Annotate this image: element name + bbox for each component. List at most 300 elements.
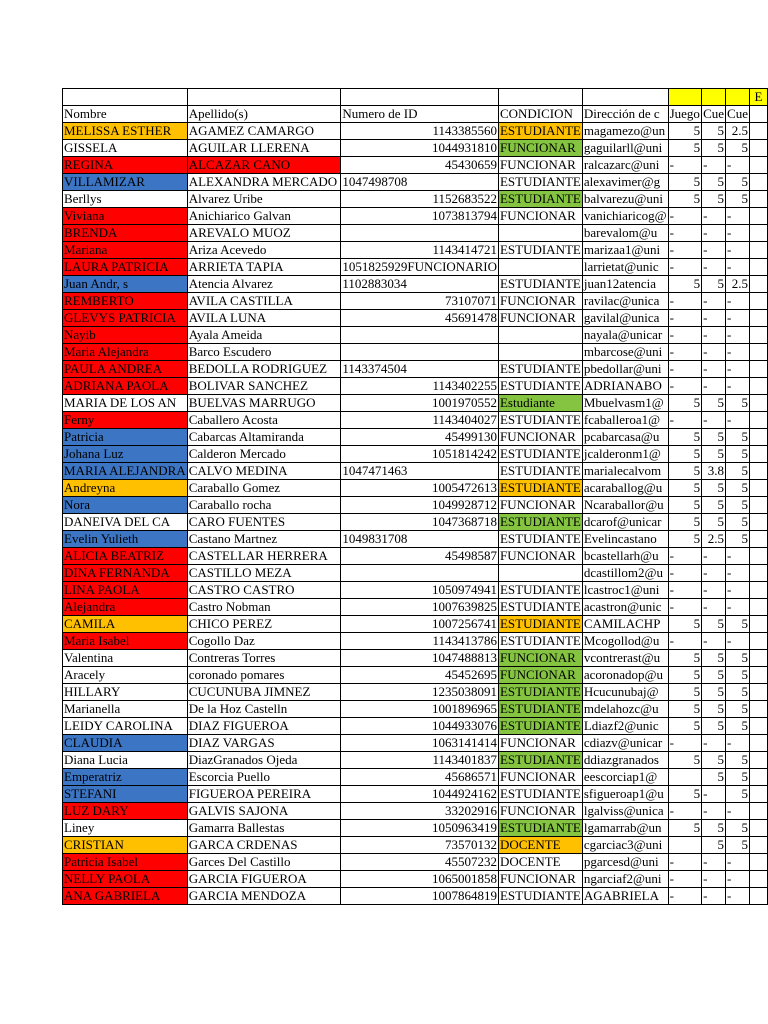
- cue2-cell[interactable]: -: [726, 225, 750, 242]
- cue2-cell[interactable]: 5: [726, 514, 750, 531]
- cue1-cell[interactable]: -: [702, 735, 726, 752]
- juego-cell[interactable]: -: [668, 293, 702, 310]
- condition-cell[interactable]: ESTUDIANTE: [499, 276, 581, 291]
- name-cell[interactable]: STEFANI: [63, 786, 188, 803]
- email-cell[interactable]: nayala@unicar: [582, 327, 668, 344]
- header-apellidos[interactable]: Apellido(s): [187, 106, 341, 123]
- cue1-cell[interactable]: -: [702, 157, 726, 174]
- email-cell[interactable]: pbedollar@uni: [582, 361, 668, 378]
- cue2-cell[interactable]: -: [726, 871, 750, 888]
- highlight-cell[interactable]: [702, 89, 726, 106]
- cue1-cell[interactable]: -: [702, 310, 726, 327]
- cue2-cell[interactable]: -: [726, 582, 750, 599]
- id-cell[interactable]: 1143402255: [341, 378, 499, 395]
- name-cell[interactable]: MELISSA ESTHER: [63, 123, 188, 140]
- id-cell[interactable]: [341, 225, 499, 242]
- cue1-cell[interactable]: -: [702, 599, 726, 616]
- juego-cell[interactable]: 5: [668, 718, 702, 735]
- email-cell[interactable]: jcalderonm1@: [582, 446, 668, 463]
- cue1-cell[interactable]: -: [702, 293, 726, 310]
- name-cell[interactable]: Marianella: [63, 701, 188, 718]
- cue2-cell[interactable]: 5: [726, 446, 750, 463]
- surname-cell[interactable]: Ariza Acevedo: [187, 242, 341, 259]
- condition-cell[interactable]: FUNCIONAR: [498, 548, 582, 565]
- juego-cell[interactable]: 5: [668, 752, 702, 769]
- juego-cell[interactable]: 5: [668, 140, 702, 157]
- cue1-cell[interactable]: 5: [702, 769, 726, 786]
- name-cell[interactable]: Berllys: [63, 191, 188, 208]
- cue2-cell[interactable]: 5: [726, 701, 750, 718]
- juego-cell[interactable]: -: [668, 633, 702, 650]
- condition-cell[interactable]: FUNCIONAR: [498, 140, 582, 157]
- id-cell[interactable]: 1001896965: [341, 701, 499, 718]
- cue2-cell[interactable]: -: [726, 548, 750, 565]
- cell[interactable]: [498, 89, 582, 106]
- cell[interactable]: [63, 89, 188, 106]
- surname-cell[interactable]: Caraballo Gomez: [187, 480, 341, 497]
- surname-cell[interactable]: Ayala Ameida: [187, 327, 341, 344]
- cue2-cell[interactable]: 5: [726, 718, 750, 735]
- email-cell[interactable]: Ldiazf2@unic: [582, 718, 668, 735]
- juego-cell[interactable]: 5: [668, 174, 702, 191]
- cue2-cell[interactable]: 5: [726, 429, 750, 446]
- condition-cell[interactable]: ESTUDIANTE: [499, 463, 581, 478]
- cue1-cell[interactable]: -: [702, 378, 726, 395]
- juego-cell[interactable]: 5: [668, 650, 702, 667]
- condition-cell[interactable]: ESTUDIANTE: [499, 786, 581, 801]
- name-cell[interactable]: Andreyna: [63, 480, 188, 497]
- juego-cell[interactable]: -: [668, 735, 702, 752]
- cue2-cell[interactable]: 5: [726, 191, 750, 208]
- email-cell[interactable]: Evelincastano: [582, 531, 668, 548]
- cue2-cell[interactable]: -: [726, 361, 750, 378]
- name-cell[interactable]: Patricia Isabel: [63, 854, 188, 871]
- email-cell[interactable]: lgalviss@unica: [582, 803, 668, 820]
- condition-cell[interactable]: ESTUDIANTE: [499, 582, 581, 597]
- cue2-cell[interactable]: 5: [726, 497, 750, 514]
- id-cell[interactable]: 1050974941: [341, 582, 499, 599]
- email-cell[interactable]: eescorciap1@: [582, 769, 668, 786]
- cue2-cell[interactable]: -: [726, 344, 750, 361]
- condition-cell[interactable]: ESTUDIANTE: [499, 174, 581, 189]
- highlight-cell[interactable]: [726, 89, 750, 106]
- id-cell[interactable]: 1047368718: [341, 514, 499, 531]
- cue1-cell[interactable]: -: [702, 633, 726, 650]
- cell[interactable]: [341, 89, 499, 106]
- condition-cell[interactable]: DOCENTE: [498, 854, 582, 871]
- cue2-cell[interactable]: -: [726, 242, 750, 259]
- condition-cell[interactable]: [498, 344, 582, 361]
- name-cell[interactable]: PAULA ANDREA: [63, 361, 188, 378]
- email-cell[interactable]: Mcogollod@u: [582, 633, 668, 650]
- condition-cell[interactable]: FUNCIONAR: [498, 293, 582, 310]
- cue2-cell[interactable]: -: [726, 565, 750, 582]
- id-cell[interactable]: 1049831708: [341, 531, 499, 548]
- juego-cell[interactable]: [668, 837, 702, 854]
- name-cell[interactable]: VILLAMIZAR: [63, 174, 188, 191]
- id-cell[interactable]: 45691478: [341, 310, 499, 327]
- cue2-cell[interactable]: -: [726, 327, 750, 344]
- juego-cell[interactable]: -: [668, 599, 702, 616]
- id-cell[interactable]: 1007639825: [341, 599, 499, 616]
- condition-cell[interactable]: ESTUDIANTE: [499, 633, 581, 648]
- email-cell[interactable]: acoronadop@u: [582, 667, 668, 684]
- surname-cell[interactable]: GARCA CRDENAS: [187, 837, 341, 854]
- id-cell[interactable]: 1143401837: [341, 752, 499, 769]
- surname-cell[interactable]: CHICO PEREZ: [187, 616, 341, 633]
- name-cell[interactable]: LUZ DARY: [63, 803, 188, 820]
- cue2-cell[interactable]: 2.5: [726, 123, 750, 140]
- surname-cell[interactable]: GALVIS SAJONA: [187, 803, 341, 820]
- id-cell[interactable]: 1063141414: [341, 735, 499, 752]
- juego-cell[interactable]: -: [668, 157, 702, 174]
- cue1-cell[interactable]: -: [702, 565, 726, 582]
- email-cell[interactable]: sfigueroap1@u: [582, 786, 668, 803]
- id-cell[interactable]: 1047498708: [341, 174, 499, 191]
- header-direccion[interactable]: Dirección de c: [582, 106, 668, 123]
- condition-cell[interactable]: FUNCIONAR: [498, 208, 582, 225]
- email-cell[interactable]: ADRIANABO: [582, 378, 668, 395]
- id-cell[interactable]: [341, 344, 499, 361]
- email-cell[interactable]: pgarcesd@uni: [582, 854, 668, 871]
- email-cell[interactable]: marialecalvom: [582, 463, 668, 480]
- name-cell[interactable]: Viviana: [63, 208, 188, 225]
- id-cell[interactable]: 1143414721: [341, 242, 499, 259]
- email-cell[interactable]: ddiazgranados: [582, 752, 668, 769]
- name-cell[interactable]: Patricia: [63, 429, 188, 446]
- name-cell[interactable]: Johana Luz: [63, 446, 188, 463]
- cue1-cell[interactable]: -: [702, 259, 726, 276]
- email-cell[interactable]: AGABRIELA: [582, 888, 668, 905]
- juego-cell[interactable]: -: [668, 361, 702, 378]
- condition-cell[interactable]: FUNCIONAR: [498, 157, 582, 174]
- cue2-cell[interactable]: 5: [726, 531, 750, 548]
- name-cell[interactable]: ADRIANA PAOLA: [63, 378, 188, 395]
- id-cell[interactable]: 45430659: [341, 157, 499, 174]
- name-cell[interactable]: Ferny: [63, 412, 188, 429]
- cue1-cell[interactable]: -: [702, 803, 726, 820]
- cue2-cell[interactable]: 5: [726, 684, 750, 701]
- email-cell[interactable]: dcastillom2@u: [582, 565, 668, 582]
- cue1-cell[interactable]: 5: [702, 514, 726, 531]
- juego-cell[interactable]: -: [668, 259, 702, 276]
- surname-cell[interactable]: Atencia Alvarez: [187, 276, 341, 293]
- email-cell[interactable]: magamezo@un: [582, 123, 668, 140]
- cue1-cell[interactable]: 3.8: [702, 463, 726, 480]
- email-cell[interactable]: acastron@unic: [582, 599, 668, 616]
- cue1-cell[interactable]: 2.5: [702, 531, 726, 548]
- cue1-cell[interactable]: -: [702, 412, 726, 429]
- juego-cell[interactable]: 5: [668, 514, 702, 531]
- juego-cell[interactable]: 5: [668, 497, 702, 514]
- email-cell[interactable]: Mbuelvasm1@: [582, 395, 668, 412]
- condition-cell[interactable]: FUNCIONAR: [498, 871, 582, 888]
- cue2-cell[interactable]: 5: [726, 786, 750, 803]
- email-cell[interactable]: fcaballeroa1@: [582, 412, 668, 429]
- juego-cell[interactable]: 5: [668, 395, 702, 412]
- email-cell[interactable]: bcastellarh@u: [582, 548, 668, 565]
- cue1-cell[interactable]: 5: [702, 650, 726, 667]
- name-cell[interactable]: MARIA DE LOS AN: [63, 395, 188, 412]
- surname-cell[interactable]: DIAZ VARGAS: [187, 735, 341, 752]
- name-cell[interactable]: DINA FERNANDA: [63, 565, 188, 582]
- name-cell[interactable]: DANEIVA DEL CA: [63, 514, 188, 531]
- juego-cell[interactable]: 5: [668, 463, 702, 480]
- cue1-cell[interactable]: 5: [702, 480, 726, 497]
- surname-cell[interactable]: BOLIVAR SANCHEZ: [187, 378, 341, 395]
- id-cell[interactable]: [341, 327, 499, 344]
- name-cell[interactable]: LEIDY CAROLINA: [63, 718, 188, 735]
- id-cell[interactable]: 1049928712: [341, 497, 499, 514]
- surname-cell[interactable]: Castano Martnez: [187, 531, 341, 548]
- condition-cell[interactable]: FUNCIONAR: [498, 803, 582, 820]
- name-cell[interactable]: Valentina: [63, 650, 188, 667]
- id-cell[interactable]: 1073813794: [341, 208, 499, 225]
- name-cell[interactable]: GLEVYS PATRICIA: [63, 310, 188, 327]
- header-juego[interactable]: Juego: [669, 106, 700, 121]
- name-cell[interactable]: Nora: [63, 497, 188, 514]
- juego-cell[interactable]: 5: [668, 429, 702, 446]
- juego-cell[interactable]: -: [668, 803, 702, 820]
- condition-cell[interactable]: ESTUDIANTE: [499, 412, 581, 427]
- condition-cell[interactable]: ESTUDIANTE: [499, 701, 581, 716]
- juego-cell[interactable]: 5: [668, 191, 702, 208]
- surname-cell[interactable]: Barco Escudero: [187, 344, 341, 361]
- id-cell[interactable]: 1143374504: [341, 361, 499, 378]
- surname-cell[interactable]: Gamarra Ballestas: [187, 820, 341, 837]
- surname-cell[interactable]: AREVALO MUOZ: [187, 225, 341, 242]
- juego-cell[interactable]: -: [668, 310, 702, 327]
- condition-cell[interactable]: [498, 259, 582, 276]
- condition-cell[interactable]: ESTUDIANTE: [499, 684, 581, 699]
- id-cell[interactable]: 1065001858: [341, 871, 499, 888]
- condition-cell[interactable]: ESTUDIANTE: [499, 480, 581, 495]
- cue2-cell[interactable]: 5: [726, 820, 750, 837]
- email-cell[interactable]: lcastroc1@uni: [582, 582, 668, 599]
- juego-cell[interactable]: 5: [668, 820, 702, 837]
- juego-cell[interactable]: -: [668, 871, 702, 888]
- id-cell[interactable]: 45499130: [341, 429, 499, 446]
- name-cell[interactable]: NELLY PAOLA: [63, 871, 188, 888]
- email-cell[interactable]: CAMILACHP: [582, 616, 668, 633]
- cue2-cell[interactable]: -: [726, 378, 750, 395]
- name-cell[interactable]: Evelin Yulieth: [63, 531, 188, 548]
- cue1-cell[interactable]: -: [702, 786, 726, 803]
- name-cell[interactable]: Aracely: [63, 667, 188, 684]
- juego-cell[interactable]: [668, 769, 702, 786]
- surname-cell[interactable]: CALVO MEDINA: [187, 463, 341, 480]
- condition-cell[interactable]: ESTUDIANTE: [499, 378, 581, 393]
- id-cell[interactable]: 1044924162: [341, 786, 499, 803]
- cue2-cell[interactable]: 5: [726, 140, 750, 157]
- cue2-cell[interactable]: -: [726, 293, 750, 310]
- name-cell[interactable]: Emperatriz: [63, 769, 188, 786]
- id-cell[interactable]: 1152683522: [341, 191, 499, 208]
- juego-cell[interactable]: -: [668, 344, 702, 361]
- cue1-cell[interactable]: 5: [702, 429, 726, 446]
- name-cell[interactable]: CLAUDIA: [63, 735, 188, 752]
- cue2-cell[interactable]: 5: [726, 174, 750, 191]
- condition-cell[interactable]: ESTUDIANTE: [499, 599, 581, 614]
- juego-cell[interactable]: 5: [668, 446, 702, 463]
- cue1-cell[interactable]: 5: [702, 123, 726, 140]
- condition-cell[interactable]: [498, 565, 582, 582]
- cue1-cell[interactable]: 5: [702, 752, 726, 769]
- id-cell[interactable]: 1102883034: [341, 276, 499, 293]
- name-cell[interactable]: BRENDA: [63, 225, 188, 242]
- surname-cell[interactable]: De la Hoz Castelln: [187, 701, 341, 718]
- condition-cell[interactable]: FUNCIONAR: [498, 497, 582, 514]
- juego-cell[interactable]: 5: [668, 616, 702, 633]
- cue2-cell[interactable]: -: [726, 803, 750, 820]
- email-cell[interactable]: Hcucunubaj@: [582, 684, 668, 701]
- surname-cell[interactable]: DiazGranados Ojeda: [187, 752, 341, 769]
- id-cell[interactable]: 1143413786: [341, 633, 499, 650]
- surname-cell[interactable]: CUCUNUBA JIMNEZ: [187, 684, 341, 701]
- condition-cell[interactable]: [498, 225, 582, 242]
- email-cell[interactable]: balvarezu@uni: [582, 191, 668, 208]
- name-cell[interactable]: Liney: [63, 820, 188, 837]
- juego-cell[interactable]: -: [668, 242, 702, 259]
- juego-cell[interactable]: 5: [668, 123, 702, 140]
- name-cell[interactable]: Alejandra: [63, 599, 188, 616]
- juego-cell[interactable]: -: [668, 548, 702, 565]
- cue1-cell[interactable]: 5: [702, 837, 726, 854]
- id-cell[interactable]: 1235038091: [341, 684, 499, 701]
- header-condicion[interactable]: CONDICION: [498, 106, 582, 123]
- name-cell[interactable]: MARIA ALEJANDRA: [64, 463, 186, 478]
- condition-cell[interactable]: ESTUDIANTE: [499, 446, 581, 461]
- cue1-cell[interactable]: 5: [702, 497, 726, 514]
- surname-cell[interactable]: AGUILAR LLERENA: [187, 140, 341, 157]
- condition-cell[interactable]: ESTUDIANTE: [499, 514, 581, 529]
- email-cell[interactable]: dcarof@unicar: [582, 514, 668, 531]
- email-cell[interactable]: larrietat@unic: [582, 259, 668, 276]
- email-cell[interactable]: barevalom@u: [582, 225, 668, 242]
- surname-cell[interactable]: FIGUEROA PEREIRA: [187, 786, 341, 803]
- surname-cell[interactable]: ALCAZAR CANO: [187, 157, 341, 174]
- cue1-cell[interactable]: 5: [702, 616, 726, 633]
- juego-cell[interactable]: -: [668, 412, 702, 429]
- cue1-cell[interactable]: 5: [702, 395, 726, 412]
- name-cell[interactable]: REGINA: [63, 157, 188, 174]
- cue2-cell[interactable]: -: [726, 735, 750, 752]
- email-cell[interactable]: alexavimer@g: [582, 174, 668, 191]
- condition-cell[interactable]: ESTUDIANTE: [499, 191, 581, 206]
- cue1-cell[interactable]: -: [702, 327, 726, 344]
- id-cell[interactable]: [341, 565, 499, 582]
- name-cell[interactable]: Nayib: [63, 327, 188, 344]
- condition-cell[interactable]: FUNCIONAR: [498, 667, 582, 684]
- juego-cell[interactable]: -: [668, 888, 702, 905]
- id-cell[interactable]: 1007256741: [341, 616, 499, 633]
- cue2-cell[interactable]: 5: [726, 667, 750, 684]
- email-cell[interactable]: lgamarrab@un: [582, 820, 668, 837]
- id-cell[interactable]: 33202916: [341, 803, 499, 820]
- name-cell[interactable]: CAMILA: [63, 616, 188, 633]
- juego-cell[interactable]: -: [668, 208, 702, 225]
- id-cell[interactable]: 45686571: [341, 769, 499, 786]
- surname-cell[interactable]: Caraballo rocha: [187, 497, 341, 514]
- name-cell[interactable]: CRISTIAN: [63, 837, 188, 854]
- juego-cell[interactable]: -: [668, 225, 702, 242]
- name-cell[interactable]: Mariana: [63, 242, 188, 259]
- surname-cell[interactable]: Contreras Torres: [187, 650, 341, 667]
- cue2-cell[interactable]: -: [726, 259, 750, 276]
- cue1-cell[interactable]: -: [702, 361, 726, 378]
- surname-cell[interactable]: Calderon Mercado: [187, 446, 341, 463]
- condition-cell[interactable]: ESTUDIANTE: [499, 616, 581, 631]
- email-cell[interactable]: juan12atencia: [582, 276, 668, 293]
- name-cell[interactable]: HILLARY: [63, 684, 188, 701]
- cue2-cell[interactable]: -: [726, 412, 750, 429]
- surname-cell[interactable]: Anichiarico Galvan: [187, 208, 341, 225]
- cue1-cell[interactable]: 5: [702, 140, 726, 157]
- cue2-cell[interactable]: -: [726, 157, 750, 174]
- cue1-cell[interactable]: 5: [702, 191, 726, 208]
- cue1-cell[interactable]: 5: [702, 446, 726, 463]
- name-cell[interactable]: Juan Andr, s: [63, 276, 188, 293]
- cue2-cell[interactable]: 5: [726, 480, 750, 497]
- condition-cell[interactable]: Estudiante: [498, 395, 582, 412]
- cue1-cell[interactable]: -: [702, 344, 726, 361]
- cue2-cell[interactable]: 2.5: [726, 276, 750, 293]
- surname-cell[interactable]: Cabarcas Altamiranda: [187, 429, 341, 446]
- id-cell[interactable]: 1143385560: [341, 123, 499, 140]
- email-cell[interactable]: gaguilarll@uni: [582, 140, 668, 157]
- cue2-cell[interactable]: 5: [726, 395, 750, 412]
- email-cell[interactable]: ravilac@unica: [582, 293, 668, 310]
- id-cell[interactable]: 45452695: [341, 667, 499, 684]
- cue2-cell[interactable]: -: [726, 599, 750, 616]
- condition-cell[interactable]: ESTUDIANTE: [499, 361, 581, 376]
- email-cell[interactable]: Ncaraballor@u: [582, 497, 668, 514]
- cue1-cell[interactable]: 5: [702, 174, 726, 191]
- cue2-cell[interactable]: 5: [726, 752, 750, 769]
- id-cell[interactable]: 1143404027: [341, 412, 499, 429]
- cue2-cell[interactable]: 5: [726, 463, 750, 480]
- cue1-cell[interactable]: -: [702, 582, 726, 599]
- email-cell[interactable]: mdelahozc@u: [582, 701, 668, 718]
- cue2-cell[interactable]: 5: [726, 650, 750, 667]
- surname-cell[interactable]: CASTRO CASTRO: [187, 582, 341, 599]
- juego-cell[interactable]: 5: [668, 480, 702, 497]
- surname-cell[interactable]: CASTILLO MEZA: [187, 565, 341, 582]
- name-cell[interactable]: ANA GABRIELA: [63, 888, 188, 905]
- name-cell[interactable]: Maria Isabel: [63, 633, 188, 650]
- id-cell[interactable]: 73107071: [341, 293, 499, 310]
- cue2-cell[interactable]: -: [726, 310, 750, 327]
- condition-cell[interactable]: FUNCIONAR: [498, 650, 582, 667]
- email-cell[interactable]: marizaa1@uni: [582, 242, 668, 259]
- condition-cell[interactable]: FUNCIONAR: [498, 310, 582, 327]
- id-cell[interactable]: 1001970552: [341, 395, 499, 412]
- cell[interactable]: [187, 89, 341, 106]
- surname-cell[interactable]: Castro Nobman: [187, 599, 341, 616]
- header-e-cell[interactable]: [749, 89, 767, 106]
- id-cell[interactable]: 1051825929FUNCIONARIO: [342, 259, 497, 274]
- id-cell[interactable]: 1050963419: [341, 820, 499, 837]
- cue2-cell[interactable]: 5: [726, 769, 750, 786]
- id-cell[interactable]: 1044931810: [341, 140, 499, 157]
- cell[interactable]: [582, 89, 668, 106]
- surname-cell[interactable]: CARO FUENTES: [187, 514, 341, 531]
- juego-cell[interactable]: -: [668, 327, 702, 344]
- cue1-cell[interactable]: -: [702, 225, 726, 242]
- cue1-cell[interactable]: -: [702, 888, 726, 905]
- cue2-cell[interactable]: -: [726, 633, 750, 650]
- header-nombre[interactable]: Nombre: [63, 106, 188, 123]
